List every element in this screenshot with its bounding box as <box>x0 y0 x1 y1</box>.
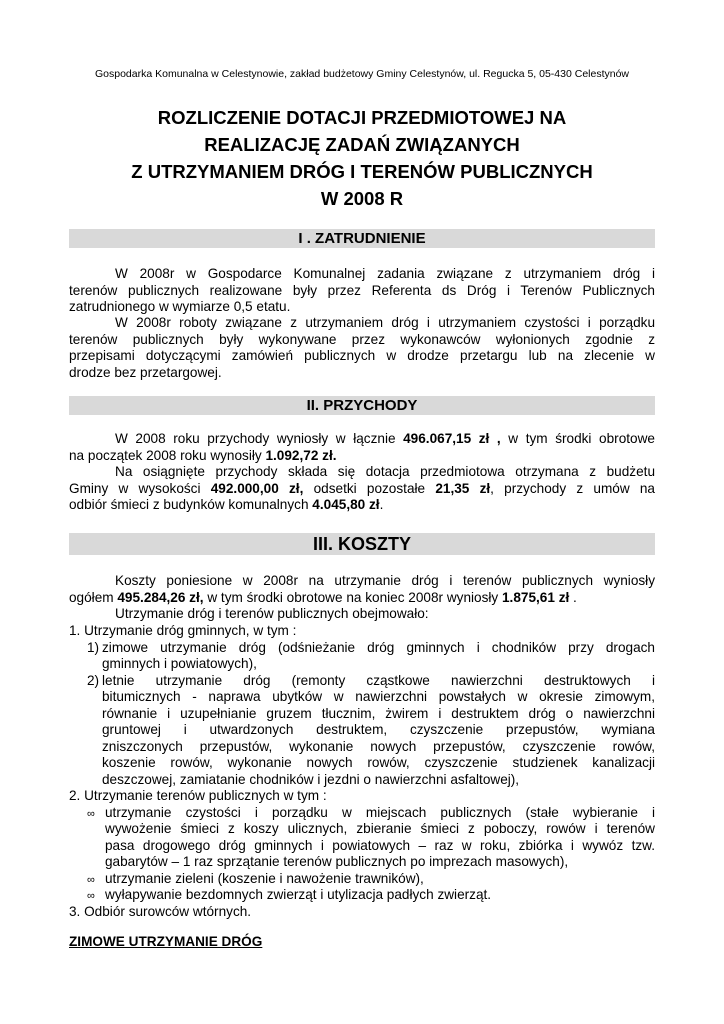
list-item: 3. Odbiór surowców wtórnych. <box>69 903 252 919</box>
title-line: Z UTRZYMANIEM DRÓG I TERENÓW PUBLICZNYCH <box>131 161 593 182</box>
section-heading-zatrudnienie: I . ZATRUDNIENIE <box>69 229 655 248</box>
section-heading-przychody: II. PRZYCHODY <box>69 396 655 415</box>
title-line: ROZLICZENIE DOTACJI PRZEDMIOTOWEJ NA <box>157 107 567 128</box>
paragraph-koszty: Koszty poniesione w 2008r na utrzymanie dróg i terenów publicznych wyniosły ogółem 495.284,26 zł, w tym środki obrotowe na koniec 2008r wyniosły 1.875,61 zł . Utrzymanie dróg i terenów publicznych obejmowało: <box>69 573 655 621</box>
title-line: REALIZACJĘ ZADAŃ ZWIĄZANYCH <box>204 134 520 155</box>
subsection-heading: ZIMOWE UTRZYMANIE DRÓG <box>69 934 263 949</box>
list-item: 2. Utrzymanie terenów publicznych w tym : <box>69 788 327 803</box>
infinity-bullet-icon: ∞ <box>87 890 95 902</box>
list-item-sub-1: 1) zimowe utrzymanie dróg (odśnieżanie dróg gminnych i chodników przy drogach gminnych i powiatowych), <box>87 639 655 671</box>
infinity-bullet-icon: ∞ <box>87 807 95 820</box>
document-title <box>40 104 684 212</box>
letterhead: Gospodarka Komunalna w Celestynowie, zakład budżetowy Gminy Celestynów, ul. Regucka 5, 05-430 Celestynów <box>94 68 630 80</box>
paragraph-przychody: W 2008 roku przychody wyniosły w łącznie 496.067,15 zł , w tym środki obrotowe na początek 2008 roku wynosiły 1.092,72 zł. Na osiągnięte przychody składa się dotacja przedmiotowa otrzymana z budżetu Gminy w wysokości 492.000,00 zł, odsetki pozostałe 21,35 zł, przychody z umów na odbiór śmieci z budynków komunalnych 4.045,80 zł. <box>69 431 655 512</box>
costs-list <box>69 623 655 920</box>
list-item-sub-2: 2) letnie utrzymanie dróg (remonty cząstkowe nawierzchni destruktowych i bitumicznych - naprawa ubytków w nawierzchni powstałych w okresie zimowym, równanie i uzupełnianie gruzem tłucznim, żwirem i destruktem dróg o nawierzchni gruntowej i utwardzonych destruktem, czyszczenie przepustów, wymiana zniszczonych przepustów, wykonanie nowych przepustów, czyszczenie rowów, koszenie rowów, wykonanie nowych rowów, czyszczenie studzienek kanalizacji deszczowej, zamiatanie chodników i jezdni o nawierzchni asfaltowej), <box>87 672 655 787</box>
infinity-bullet-icon: ∞ <box>87 873 95 886</box>
bullet-item-3: ∞ wyłapywanie bezdomnych zwierząt i utylizacja padłych zwierząt. <box>69 887 655 904</box>
bullet-item-1: ∞ utrzymanie czystości i porządku w miejscach publicznych (stałe wybieranie i wywożenie śmieci z koszy ulicznych, zbieranie śmieci z poboczy, rowów i terenów pasa drogowego dróg gminnych i powiatowych – raz w roku, zbiórka i wywóz tzw. gabarytów – 1 raz sprzątanie terenów publicznych po imprezach masowych), <box>87 804 655 869</box>
list-item: 1. Utrzymanie dróg gminnych, w tym : <box>69 623 297 638</box>
bullet-item-2: ∞ utrzymanie zieleni (koszenie i nawożenie trawników), <box>69 871 655 888</box>
paragraph-zatrudnienie-2: W 2008r roboty związane z utrzymaniem dróg i utrzymaniem czystości i porządku terenów publicznych były wykonywane przez wykonawców wyłonionych zgodnie z przepisami dotyczącymi zamówień publicznych w drodze przetargu lub na zlecenie w drodze bez przetargowej. <box>69 315 655 380</box>
title-line: W 2008 R <box>320 188 404 209</box>
section-heading-koszty: III. KOSZTY <box>69 533 655 555</box>
paragraph-zatrudnienie-1: W 2008r w Gospodarce Komunalnej zadania związane z utrzymaniem dróg i terenów publicznych realizowane były przez Referenta ds Dróg i Terenów Publicznych zatrudnionego w wymiarze 0,5 etatu. <box>69 266 655 314</box>
